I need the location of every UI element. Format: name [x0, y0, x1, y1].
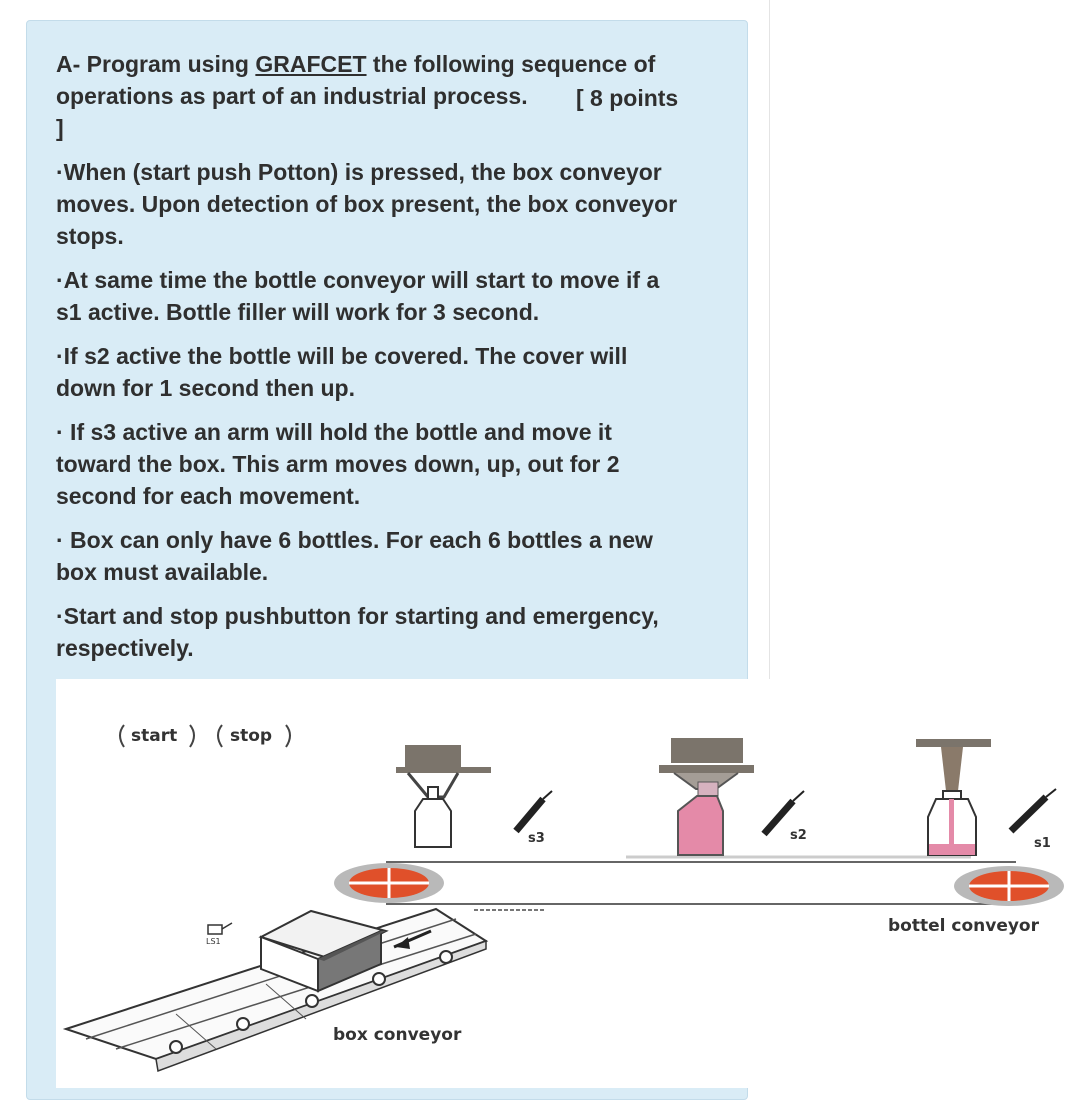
question-title	[56, 48, 696, 80]
paragraph-1	[56, 156, 696, 252]
paragraph-line: ·When (start push Potton) is pressed, the box conveyor	[56, 159, 662, 185]
paragraph-line: moves. Upon detection of box present, the box conveyor	[56, 191, 678, 217]
paragraph-line: box must available.	[56, 559, 269, 585]
s1-label: s1	[1034, 836, 1051, 851]
process-diagram-svg	[56, 679, 1080, 1088]
points-label: [ 8 points	[576, 85, 679, 111]
roller-right	[954, 866, 1064, 906]
points-close: ]	[56, 115, 64, 141]
title-rest: the following sequence of	[366, 51, 656, 77]
paragraph-line: · If s3 active an arm will hold the bottle and move it	[56, 419, 612, 445]
stop-label: stop	[230, 726, 273, 746]
paragraph-line: stops.	[56, 223, 124, 249]
paragraph-line: down for 1 second then up.	[56, 375, 355, 401]
title-line2: operations as part of an industrial process.	[56, 83, 528, 109]
process-diagram	[56, 679, 1080, 1088]
paragraph-5	[56, 524, 696, 588]
paragraph-line: toward the box. This arm moves down, up, out for 2	[56, 451, 620, 477]
roller-left	[334, 863, 444, 903]
paragraph-6	[56, 600, 696, 664]
paragraph-line: second for each movement.	[56, 483, 361, 509]
s3-label: s3	[528, 831, 545, 846]
paragraph-2	[56, 264, 696, 328]
paragraph-3	[56, 340, 696, 404]
title-prefix: A- Program using	[56, 51, 256, 77]
bottle-conveyor-label: bottel conveyor	[888, 916, 1039, 936]
paragraph-line: ·Start and stop pushbutton for starting and emergency,	[56, 603, 659, 629]
paragraph-line: s1 active. Bottle filler will work for 3 second.	[56, 299, 540, 325]
title-keyword: GRAFCET	[255, 51, 367, 77]
paragraph-line: respectively.	[56, 635, 194, 661]
start-label: start	[131, 726, 178, 746]
paragraph-line: ·If s2 active the bottle will be covered. The cover will	[56, 343, 628, 369]
s2-label: s2	[790, 828, 807, 843]
paragraph-line: ·At same time the bottle conveyor will start to move if a	[56, 267, 660, 293]
question-text	[56, 48, 696, 664]
box-conveyor-label: box conveyor	[333, 1025, 462, 1045]
ls1-label: LS1	[206, 937, 221, 946]
paragraph-line: · Box can only have 6 bottles. For each 6 bottles a new	[56, 527, 653, 553]
paragraph-4	[56, 416, 696, 512]
